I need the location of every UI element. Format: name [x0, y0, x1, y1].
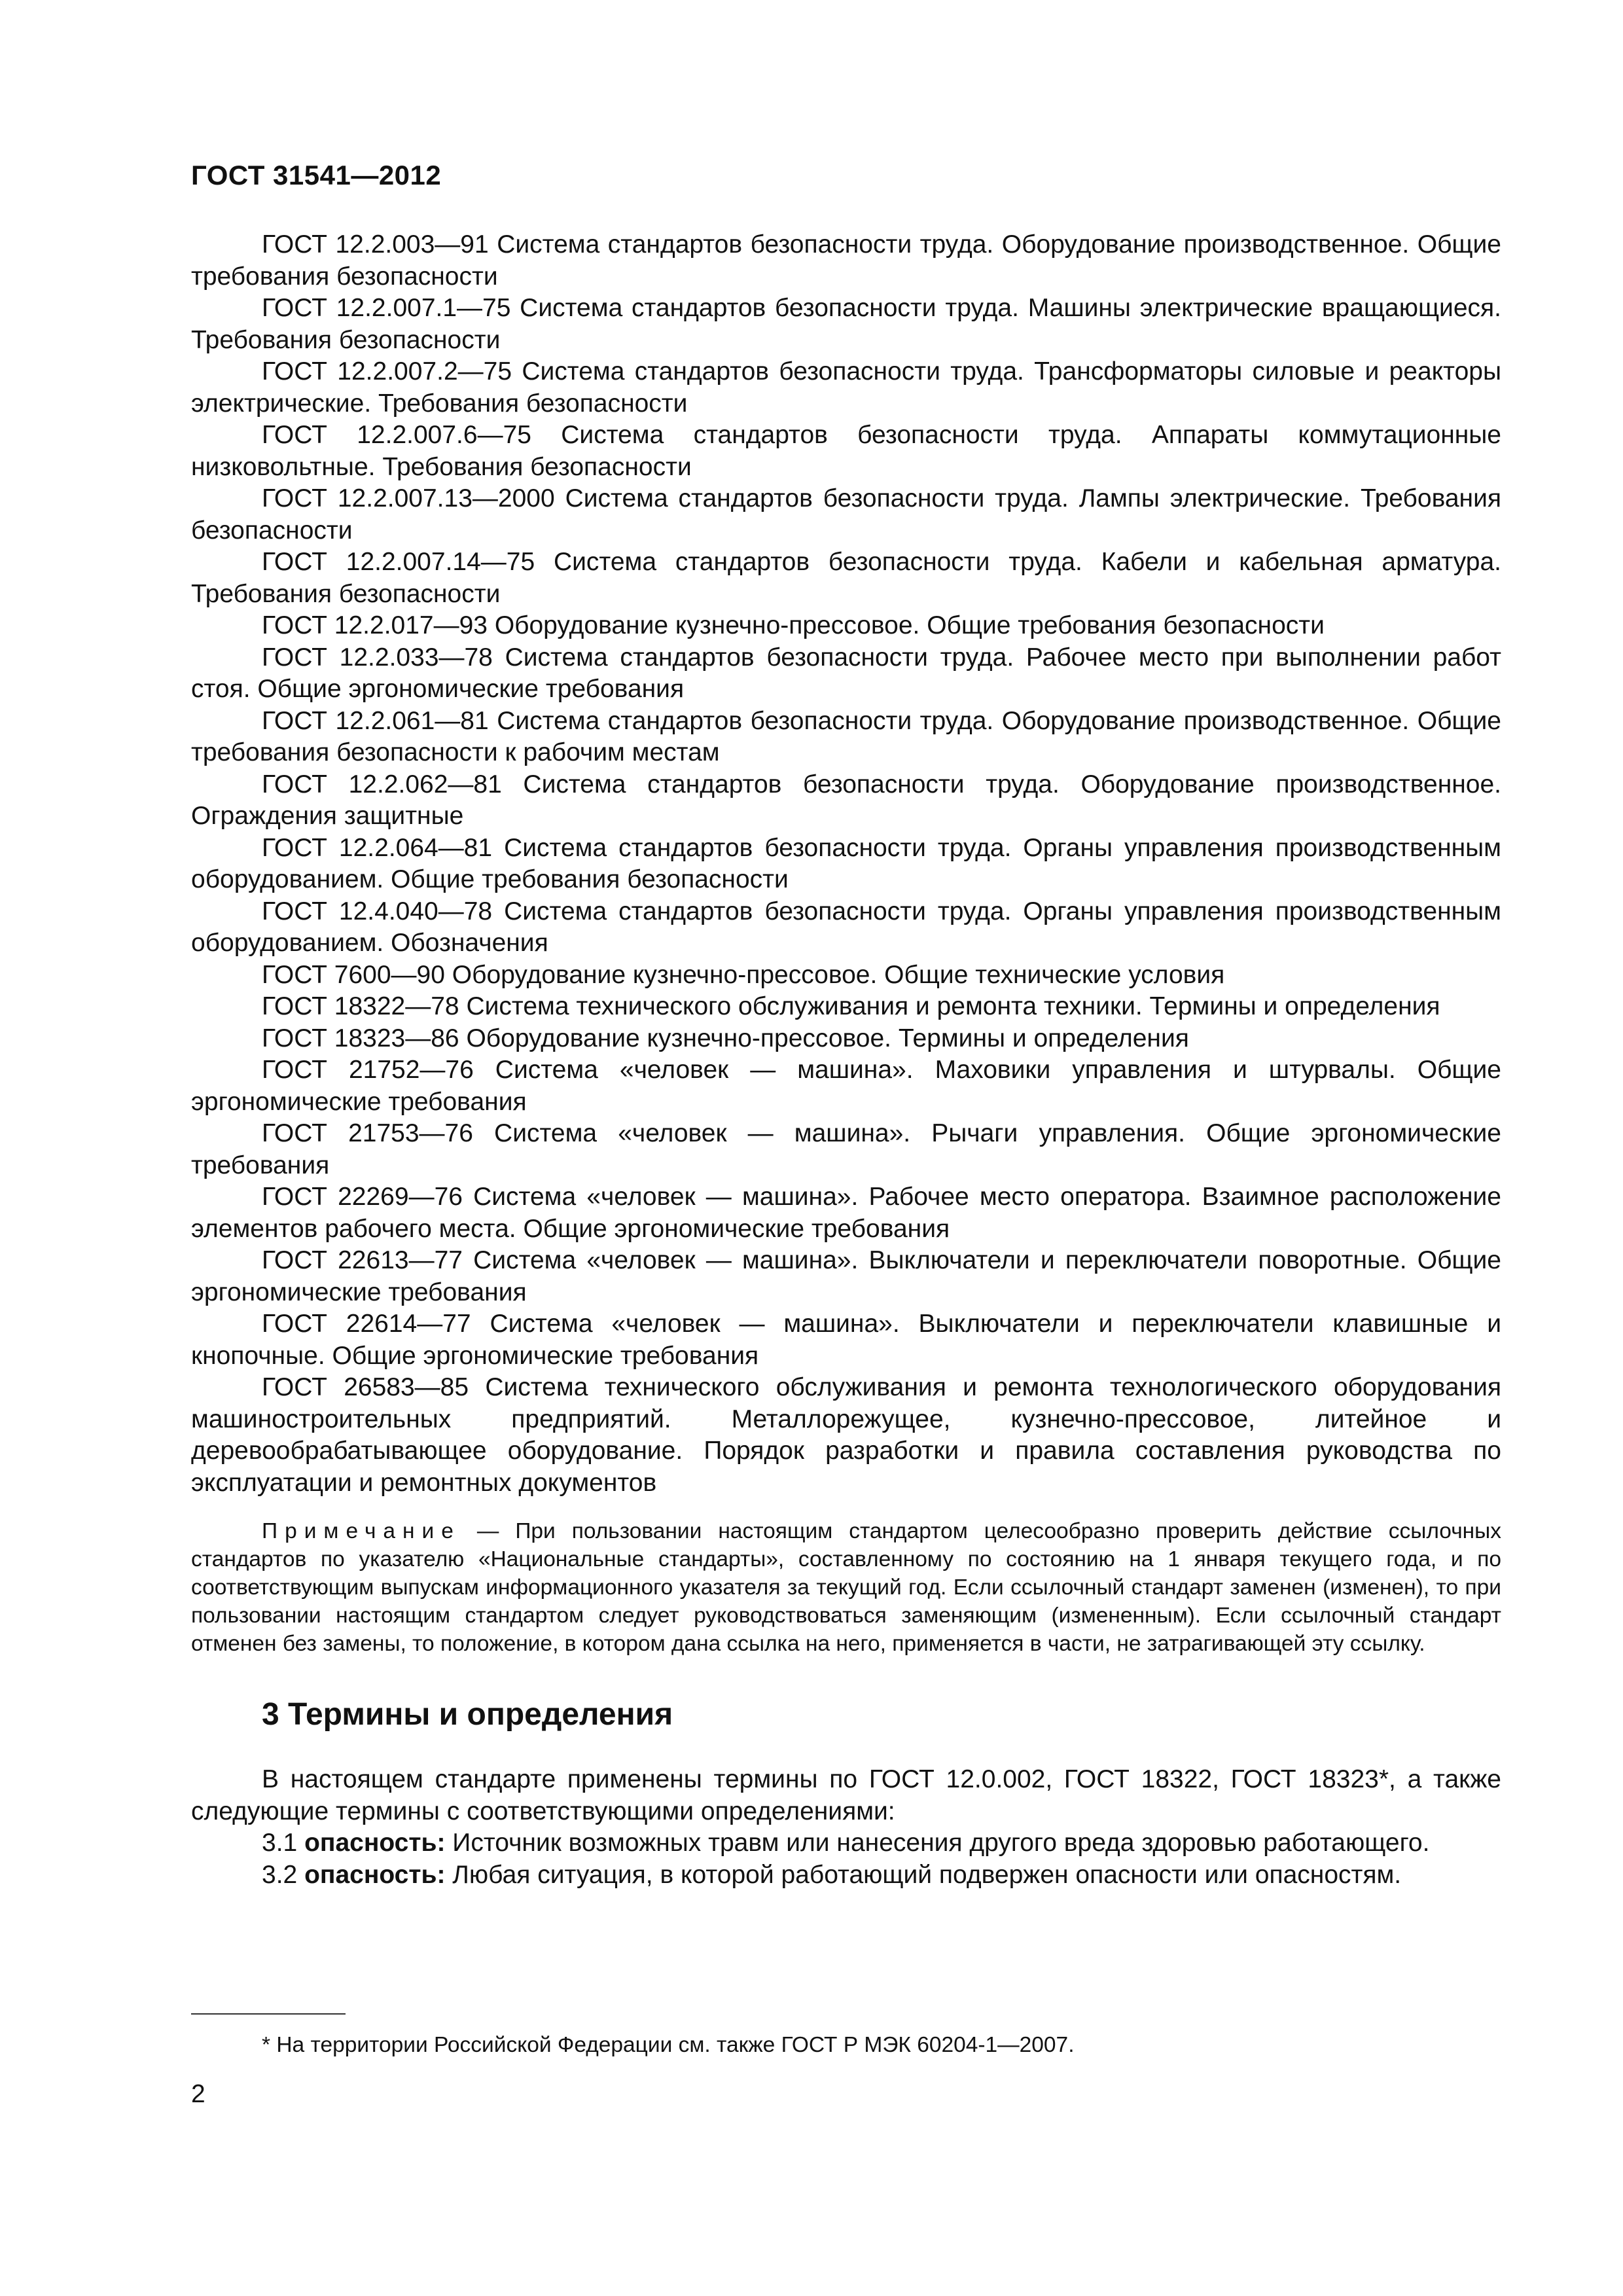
- reference-item: ГОСТ 7600—90 Оборудование кузнечно-прессовое. Общие технические условия: [262, 960, 1225, 989]
- document-body: [191, 229, 1501, 1891]
- reference-item: ГОСТ 26583—85 Система технического обслуживания и ремонта технологического оборудования машиностроительных предприятий. Металлорежущее, кузнечно-прессовое, литейное и деревообрабатывающее оборудование. Порядок разработки и правила составления руководства по эксплуатации и ремонтных документов: [191, 1373, 1501, 1497]
- term-definition-item: [191, 1827, 1501, 1859]
- note-paragraph: [191, 1517, 1501, 1658]
- term-definition: Любая ситуация, в которой работающий подвержен опасности или опасностям.: [452, 1860, 1402, 1889]
- term-definition: Источник возможных травм или нанесения другого вреда здоровью работающего.: [452, 1829, 1430, 1857]
- reference-item: ГОСТ 12.2.017—93 Оборудование кузнечно-прессовое. Общие требования безопасности: [262, 611, 1325, 639]
- footnote: * На территории Российской Федерации см. также ГОСТ Р МЭК 60204-1—2007.: [262, 2033, 1075, 2057]
- section-heading: 3 Термины и определения: [262, 1697, 673, 1732]
- term-number: 3.2: [262, 1860, 298, 1889]
- reference-item: ГОСТ 12.2.033—78 Система стандартов безопасности труда. Рабочее место при выполнении работ стоя. Общие эргономические требования: [191, 643, 1501, 703]
- term-definition-item: [191, 1859, 1501, 1892]
- note-label: Примечание: [262, 1519, 461, 1543]
- document-code: ГОСТ 31541—2012: [191, 160, 442, 190]
- section-intro: В настоящем стандарте применены термины по ГОСТ 12.0.002, ГОСТ 18322, ГОСТ 18323*, а также следующие термины с соответствующими определениями:: [191, 1765, 1501, 1825]
- normative-references-list: [191, 229, 1501, 1499]
- term-name: опасность:: [304, 1829, 446, 1857]
- reference-item: ГОСТ 12.2.007.14—75 Система стандартов безопасности труда. Кабели и кабельная арматура. Требования безопасности: [191, 548, 1501, 608]
- term-number: 3.1: [262, 1829, 298, 1857]
- reference-item: ГОСТ 12.2.062—81 Система стандартов безопасности труда. Оборудование производственное. Ограждения защитные: [191, 770, 1501, 830]
- reference-item: ГОСТ 12.2.003—91 Система стандартов безопасности труда. Оборудование производственное. Общие требования безопасности: [191, 230, 1501, 291]
- reference-item: ГОСТ 12.4.040—78 Система стандартов безопасности труда. Органы управления производственным оборудованием. Обозначения: [191, 897, 1501, 957]
- page-number: 2: [191, 2080, 205, 2108]
- note-text: — При пользовании настоящим стандартом целесообразно проверить действие ссылочных стандартов по указателю «Национальные стандарты», составленному по состоянию на 1 января текущего года, и по соответствующим выпускам информационного указателя за текущий год. Если ссылочный стандарт заменен (изменен), то при пользовании настоящим стандартом следует руководствоваться заменяющим (измененным). Если ссылочный стандарт отменен без замены, то положение, в котором дана ссылка на него, применяется в части, не затрагивающей эту ссылку.: [191, 1519, 1501, 1656]
- reference-item: ГОСТ 12.2.061—81 Система стандартов безопасности труда. Оборудование производственное. Общие требования безопасности к рабочим местам: [191, 706, 1501, 766]
- reference-item: ГОСТ 22269—76 Система «человек — машина». Рабочее место оператора. Взаимное расположение элементов рабочего места. Общие эргономические требования: [191, 1183, 1501, 1243]
- term-name: опасность:: [304, 1860, 446, 1889]
- reference-item: ГОСТ 12.2.007.1—75 Система стандартов безопасности труда. Машины электрические вращающиеся. Требования безопасности: [191, 294, 1501, 354]
- reference-item: ГОСТ 22613—77 Система «человек — машина». Выключатели и переключатели поворотные. Общие эргономические требования: [191, 1246, 1501, 1306]
- reference-item: ГОСТ 12.2.007.6—75 Система стандартов безопасности труда. Аппараты коммутационные низковольтные. Требования безопасности: [191, 421, 1501, 481]
- reference-item: ГОСТ 12.2.007.2—75 Система стандартов безопасности труда. Трансформаторы силовые и реакторы электрические. Требования безопасности: [191, 357, 1501, 418]
- reference-item: ГОСТ 12.2.007.13—2000 Система стандартов безопасности труда. Лампы электрические. Требования безопасности: [191, 484, 1501, 545]
- footnote-divider: [191, 2013, 346, 2015]
- reference-item: ГОСТ 18323—86 Оборудование кузнечно-прессовое. Термины и определения: [262, 1024, 1189, 1052]
- reference-item: ГОСТ 21752—76 Система «человек — машина». Маховики управления и штурвалы. Общие эргономические требования: [191, 1056, 1501, 1116]
- reference-item: ГОСТ 18322—78 Система технического обслуживания и ремонта техники. Термины и определения: [262, 992, 1440, 1020]
- reference-item: ГОСТ 21753—76 Система «человек — машина». Рычаги управления. Общие эргономические требования: [191, 1119, 1501, 1179]
- reference-item: ГОСТ 12.2.064—81 Система стандартов безопасности труда. Органы управления производственным оборудованием. Общие требования безопасности: [191, 833, 1501, 893]
- reference-item: ГОСТ 22614—77 Система «человек — машина». Выключатели и переключатели клавишные и кнопочные. Общие эргономические требования: [191, 1310, 1501, 1370]
